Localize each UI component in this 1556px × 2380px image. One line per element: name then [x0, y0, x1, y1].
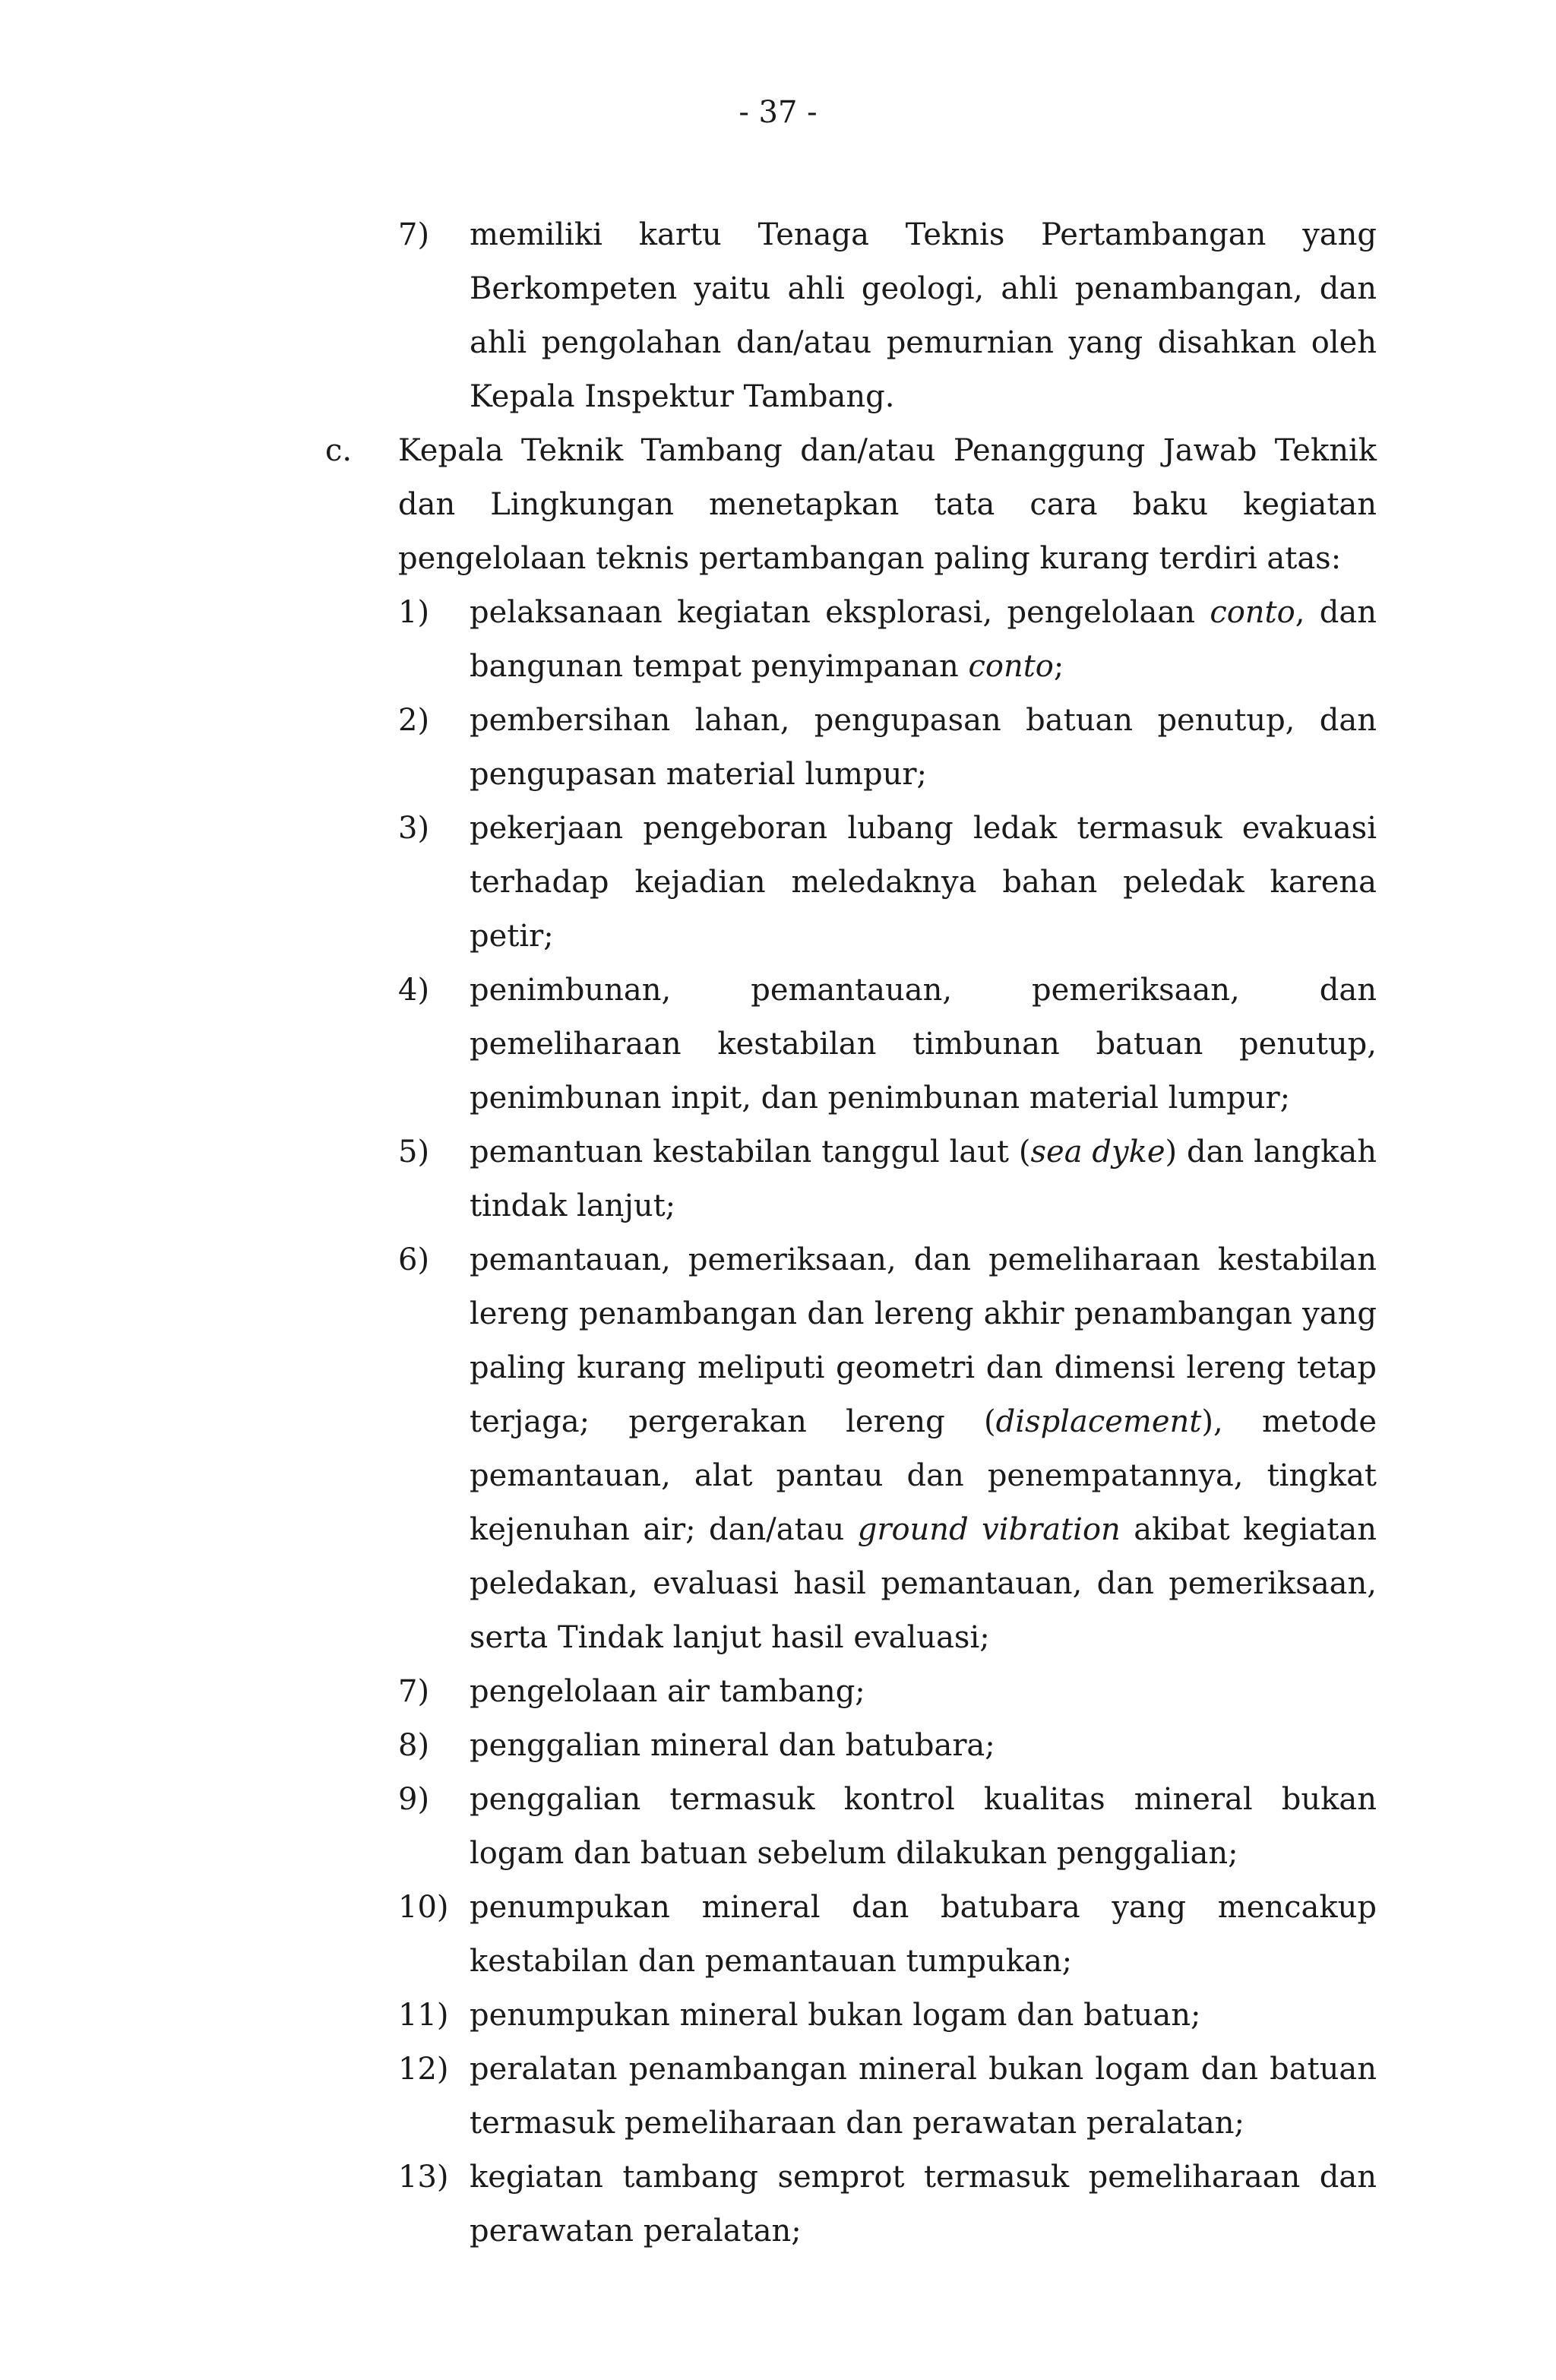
list-item-number: 8): [398, 1728, 430, 1763]
text-run: pemantuan kestabilan tanggul laut (: [470, 1135, 1031, 1169]
section-letter: c.: [325, 433, 353, 468]
list-item: [0, 586, 1556, 694]
list-item-number: 12): [398, 2052, 449, 2087]
list-item-number: 13): [398, 2160, 449, 2195]
list-item: [0, 2043, 1556, 2151]
text-run: pengelolaan air tambang;: [470, 1674, 865, 1709]
list-item: [0, 1665, 1556, 1719]
list-item-number: 2): [398, 703, 430, 738]
text-run: penggalian mineral dan batubara;: [470, 1728, 995, 1763]
section-text: Kepala Teknik Tambang dan/atau Penanggung Jawab Teknik dan Lingkungan menetapkan tata cara baku kegiatan pengelolaan teknis pertambangan paling kurang terdiri atas:: [398, 433, 1377, 576]
text-run: pembersihan lahan, pengupasan batuan penutup, dan pengupasan material lumpur;: [470, 703, 1377, 792]
list-item-text: [470, 1233, 1377, 1665]
list-item-number: 11): [398, 1998, 449, 2033]
italic-term: conto: [968, 649, 1054, 684]
list-item-number: 9): [398, 1782, 430, 1817]
numbered-list: [0, 586, 1556, 2258]
text-run: penumpukan mineral bukan logam dan batuan;: [470, 1998, 1201, 2033]
list-item-number: 5): [398, 1135, 430, 1169]
list-item-number: 7): [398, 217, 430, 252]
list-item-text: [470, 1773, 1377, 1881]
italic-term: ground vibration: [857, 1512, 1121, 1547]
italic-term: sea dyke: [1030, 1135, 1165, 1169]
list-item: [0, 2151, 1556, 2258]
text-run: penumpukan mineral dan batubara yang mencakup kestabilan dan pemantauan tumpukan;: [470, 1890, 1377, 1979]
list-item-text: [470, 2151, 1377, 2258]
text-run: ) dan langkah tindak lanjut;: [470, 1135, 1377, 1223]
italic-term: displacement: [995, 1404, 1202, 1439]
list-item: [0, 1881, 1556, 1989]
list-item-text: [470, 1125, 1377, 1233]
list-item-text: [470, 208, 1377, 424]
list-item-text: [470, 2043, 1377, 2151]
text-run: , dan bangunan tempat penyimpanan: [470, 595, 1377, 684]
list-item-text: [470, 586, 1377, 694]
page-number: - 37 -: [738, 95, 818, 130]
list-item-text: [470, 802, 1377, 964]
document-body: [0, 208, 1556, 2258]
list-item-number: 4): [398, 973, 430, 1008]
list-item-number: 1): [398, 595, 430, 630]
list-item-number: 7): [398, 1674, 430, 1709]
list-item-text: [470, 1881, 1377, 1989]
text-run: peralatan penambangan mineral bukan logam dan batuan termasuk pemeliharaan dan perawatan peralatan;: [470, 2052, 1377, 2141]
text-run: penggalian termasuk kontrol kualitas mineral bukan logam dan batuan sebelum dilakukan penggalian;: [470, 1782, 1377, 1871]
list-item-text: [470, 1719, 1377, 1773]
list-item-text: [470, 964, 1377, 1125]
list-item-number: 10): [398, 1890, 449, 1925]
text-run: ), metode pemantauan, alat pantau dan penempatannya, tingkat kejenuhan air; dan/atau: [470, 1404, 1377, 1547]
text-run: kegiatan tambang semprot termasuk pemeliharaan dan perawatan peralatan;: [470, 2160, 1377, 2249]
list-item: [0, 1773, 1556, 1881]
text-run: ;: [1053, 649, 1064, 684]
text-run: memiliki kartu Tenaga Teknis Pertambangan yang Berkompeten yaitu ahli geologi, ahli penambangan, dan ahli pengolahan dan/atau pemurnian yang disahkan oleh Kepala Inspektur Tambang.: [470, 217, 1377, 414]
list-item: [0, 1719, 1556, 1773]
list-item: [0, 208, 1556, 424]
list-item: [0, 1125, 1556, 1233]
list-item-number: 6): [398, 1242, 430, 1277]
text-run: penimbunan, pemantauan, pemeriksaan, dan pemeliharaan kestabilan timbunan batuan penutup, penimbunan inpit, dan penimbunan material lumpur;: [470, 973, 1377, 1116]
list-item: [0, 802, 1556, 964]
section-c: [0, 424, 1556, 586]
list-item: [0, 1233, 1556, 1665]
list-item-text: [470, 1665, 1377, 1719]
list-item: [0, 964, 1556, 1125]
list-item-text: [470, 694, 1377, 802]
list-item-text: [470, 1989, 1377, 2043]
text-run: akibat kegiatan peledakan, evaluasi hasil pemantauan, dan pemeriksaan, serta Tindak lanjut hasil evaluasi;: [470, 1512, 1377, 1655]
list-item-number: 3): [398, 811, 430, 846]
text-run: pemantauan, pemeriksaan, dan pemeliharaan kestabilan lereng penambangan dan lereng akhir penambangan yang paling kurang meliputi geometri dan dimensi lereng tetap terjaga; pergerakan lereng (: [470, 1242, 1377, 1439]
text-run: pelaksanaan kegiatan eksplorasi, pengelolaan: [470, 595, 1210, 630]
list-item: [0, 1989, 1556, 2043]
list-item: [0, 694, 1556, 802]
italic-term: conto: [1210, 595, 1295, 630]
text-run: pekerjaan pengeboran lubang ledak termasuk evakuasi terhadap kejadian meledaknya bahan peledak karena petir;: [470, 811, 1377, 954]
